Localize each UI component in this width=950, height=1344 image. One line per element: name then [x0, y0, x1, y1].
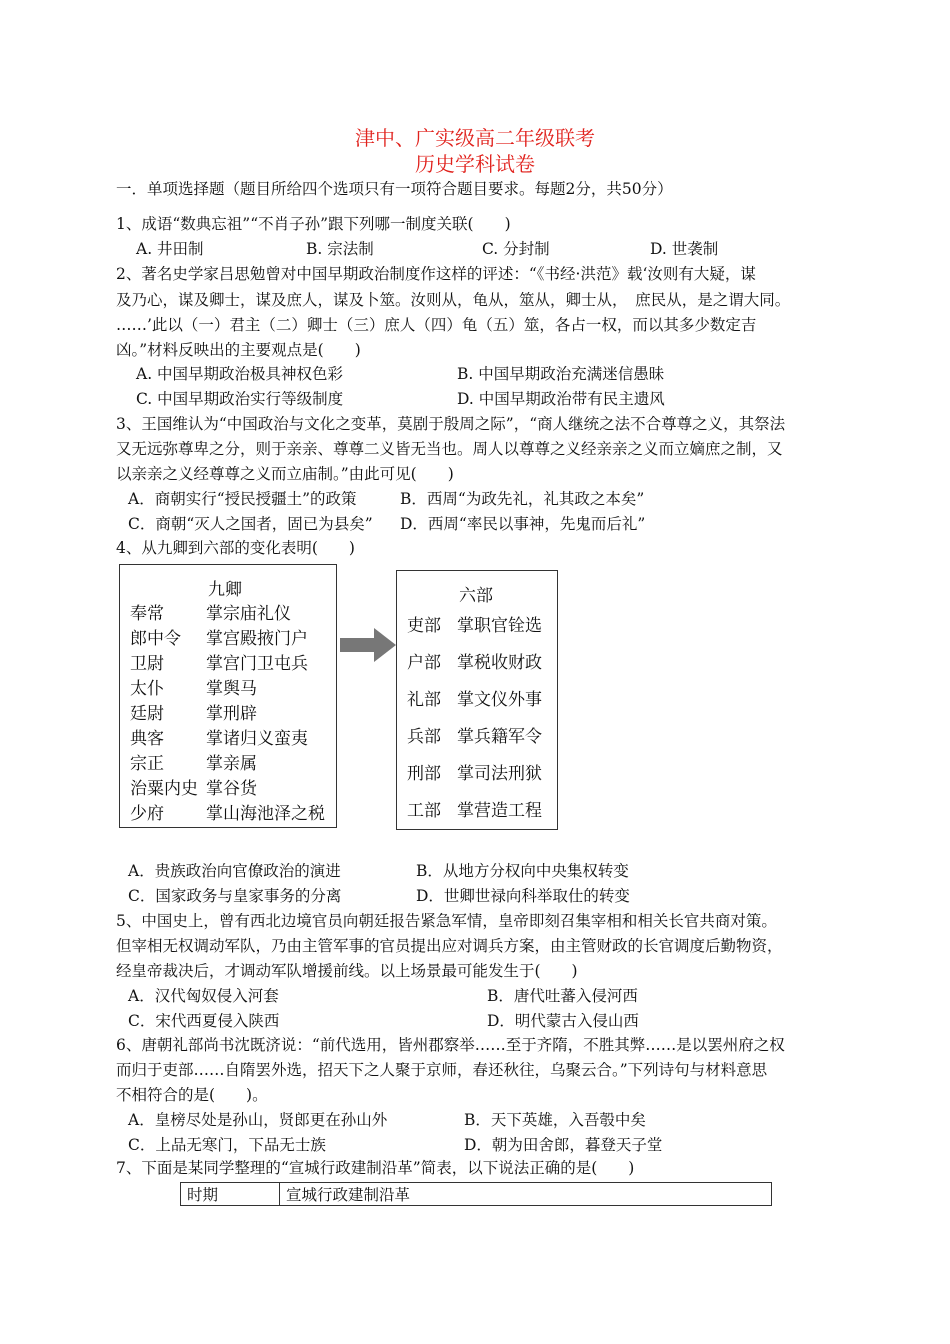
q2-option-a: A. 中国早期政治极具神权色彩	[136, 365, 344, 383]
minister-duty: 掌宫殿掖门户	[206, 629, 308, 649]
ministry-duty: 掌文仪外事	[457, 690, 542, 710]
q5-option-a: A．汉代匈奴侵入河套	[128, 987, 279, 1005]
ministry-name: 吏部	[407, 616, 441, 636]
q4-option-d: D．世卿世禄向科举取仕的转变	[416, 887, 630, 905]
minister-name: 治粟内史	[130, 779, 198, 799]
q6-option-a: A．皇榜尽处是孙山，贤郎更在孙山外	[128, 1111, 388, 1129]
q2-line-3: ……’此以（一）君主（二）卿士（三）庶人（四）龟（五）筮，各占一权，而以其多少数定吉	[116, 316, 757, 334]
ministry-duty: 掌司法刑狱	[457, 764, 542, 784]
ministry-name: 兵部	[407, 727, 441, 747]
table-header-history: 宣城行政建制沿革	[280, 1183, 772, 1206]
six-ministries-box	[396, 570, 558, 830]
table-row	[181, 1183, 772, 1206]
q2-option-b: B. 中国早期政治充满迷信愚昧	[457, 365, 665, 383]
q1-option-a: A. 井田制	[136, 240, 204, 258]
q1-stem: 1、成语“数典忘祖”“不肖子孙”跟下列哪一制度关联( )	[116, 215, 511, 233]
q2-line-4: 凶。”材料反映出的主要观点是( )	[116, 341, 361, 359]
ministry-duty: 掌职官铨选	[457, 616, 542, 636]
q7-stem: 7、下面是某同学整理的“宣城行政建制沿革”简表，以下说法正确的是( )	[116, 1159, 635, 1177]
minister-name: 太仆	[130, 679, 164, 699]
ministry-name: 工部	[407, 801, 441, 821]
q4-stem: 4、从九卿到六部的变化表明( )	[116, 539, 355, 557]
minister-duty: 掌宫门卫屯兵	[206, 654, 308, 674]
right-arrow-icon	[340, 628, 396, 662]
ministry-duty: 掌营造工程	[457, 801, 542, 821]
q3-option-c: C．商朝“灭人之国者，固已为县矣”	[128, 515, 373, 533]
q1-option-d: D. 世袭制	[650, 240, 719, 258]
nine-ministers-title: 九卿	[208, 580, 242, 600]
q2-option-c: C. 中国早期政治实行等级制度	[136, 390, 344, 408]
q7-table	[180, 1182, 772, 1206]
q6-line-2: 而归于吏部……自隋罢外选，招天下之人聚于京师，春还秋往，乌聚云合。”下列诗句与材料意思	[116, 1061, 768, 1079]
q6-option-d: D．朝为田舍郎，暮登天子堂	[464, 1136, 663, 1154]
minister-duty: 掌亲属	[206, 754, 257, 774]
q4-option-a: A．贵族政治向官僚政治的演进	[128, 862, 341, 880]
nine-ministers-box	[119, 564, 337, 828]
minister-name: 廷尉	[130, 704, 164, 724]
exam-subtitle: 历史学科试卷	[415, 152, 535, 176]
q3-option-a: A．商朝实行“授民授疆土”的政策	[128, 490, 357, 508]
minister-duty: 掌诸归义蛮夷	[206, 729, 308, 749]
q4-option-c: C．国家政务与皇家事务的分离	[128, 887, 342, 905]
minister-duty: 掌谷货	[206, 779, 257, 799]
q3-line-3: 以亲亲之义经尊尊之义而立庙制。”由此可见( )	[116, 465, 454, 483]
q6-line-1: 6、唐朝礼部尚书沈既济说：“前代选用，皆州郡察举……至于齐隋，不胜其弊……是以罢州府之权	[116, 1036, 785, 1054]
minister-duty: 掌舆马	[206, 679, 257, 699]
minister-name: 典客	[130, 729, 164, 749]
q5-line-2: 但宰相无权调动军队，乃由主管军事的官员提出应对调兵方案，由主管财政的长官调度后勤物资，	[116, 937, 783, 955]
table-header-period: 时期	[181, 1183, 280, 1206]
minister-duty: 掌宗庙礼仪	[206, 604, 291, 624]
six-ministries-title: 六部	[459, 586, 493, 606]
minister-name: 奉常	[130, 604, 164, 624]
exam-title: 津中、广实级高二年级联考	[355, 126, 595, 150]
ministry-name: 刑部	[407, 764, 441, 784]
minister-duty: 掌刑辟	[206, 704, 257, 724]
q2-line-1: 2、著名史学家吕思勉曾对中国早期政治制度作这样的评述：“《书经·洪范》载‘汝则有大疑，谋	[116, 265, 756, 283]
q5-line-1: 5、中国史上，曾有西北边境官员向朝廷报告紧急军情，皇帝即刻召集宰相和相关长官共商对策。	[116, 912, 777, 930]
ministry-name: 礼部	[407, 690, 441, 710]
q5-line-3: 经皇帝裁决后，才调动军队增援前线。以上场景最可能发生于( )	[116, 962, 578, 980]
q4-option-b: B．从地方分权向中央集权转变	[416, 862, 629, 880]
q6-option-c: C．上品无寒门，下品无士族	[128, 1136, 326, 1154]
q3-line-2: 又无远弥尊卑之分，则于亲亲、尊尊二义皆无当也。周人以尊尊之义经亲亲之义而立嫡庶之制，又	[116, 440, 783, 458]
q6-line-3: 不相符合的是( )。	[116, 1086, 268, 1104]
q1-option-c: C. 分封制	[482, 240, 550, 258]
q5-option-c: C．宋代西夏侵入陕西	[128, 1012, 280, 1030]
section-heading: 一．单项选择题（题目所给四个选项只有一项符合题目要求。每题2分，共50分）	[116, 180, 673, 198]
q1-option-b: B. 宗法制	[306, 240, 374, 258]
q3-line-1: 3、王国维认为“中国政治与文化之变革，莫剧于殷周之际”，“商人继统之法不合尊尊之义，其祭法	[116, 415, 786, 433]
q6-option-b: B．天下英雄，入吾彀中矣	[464, 1111, 646, 1129]
ministry-duty: 掌税收财政	[457, 653, 542, 673]
minister-name: 卫尉	[130, 654, 164, 674]
q2-option-d: D. 中国早期政治带有民主遗风	[457, 390, 665, 408]
q5-option-d: D．明代蒙古入侵山西	[487, 1012, 639, 1030]
minister-duty: 掌山海池泽之税	[206, 804, 325, 824]
minister-name: 郎中令	[130, 629, 181, 649]
q5-option-b: B．唐代吐蕃入侵河西	[487, 987, 638, 1005]
ministry-duty: 掌兵籍军令	[457, 727, 542, 747]
q3-option-d: D．西周“率民以事神，先鬼而后礼”	[400, 515, 646, 533]
minister-name: 少府	[130, 804, 164, 824]
q3-option-b: B．西周“为政先礼，礼其政之本矣”	[400, 490, 645, 508]
minister-name: 宗正	[130, 754, 164, 774]
ministry-name: 户部	[407, 653, 441, 673]
q2-line-2: 及乃心，谋及卿士，谋及庶人，谋及卜筮。汝则从，龟从，筮从，卿士从， 庶民从，是之谓大同。	[116, 291, 791, 309]
